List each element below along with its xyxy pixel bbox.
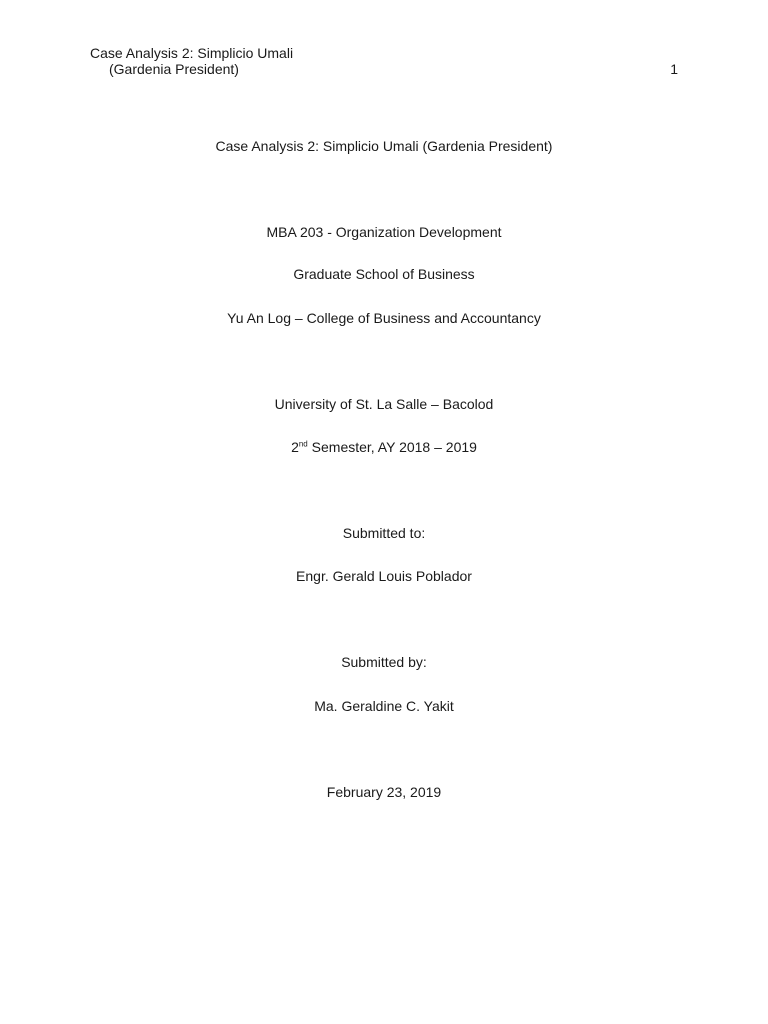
running-head <box>90 45 293 77</box>
semester-number: 2 <box>291 439 299 455</box>
course-name: MBA 203 - Organization Development <box>266 224 502 240</box>
submission-date: February 23, 2019 <box>326 784 442 800</box>
submitted-by-label: Submitted by: <box>341 654 427 670</box>
semester-line <box>0 438 768 456</box>
running-head-line2: (Gardenia President) <box>109 61 239 77</box>
semester-ordinal-suffix: nd <box>298 439 308 449</box>
semester-rest: Semester, AY 2018 – 2019 <box>307 439 477 455</box>
page-number: 1 <box>670 61 678 77</box>
submitted-to-name: Engr. Gerald Louis Poblador <box>296 568 472 584</box>
paper-title: Case Analysis 2: Simplicio Umali (Gardenia President) <box>215 138 553 154</box>
submitted-by-name: Ma. Geraldine C. Yakit <box>314 698 454 714</box>
university-name: University of St. La Salle – Bacolod <box>274 396 494 412</box>
submitted-to-label: Submitted to: <box>342 525 426 541</box>
college-name: Yu An Log – College of Business and Accountancy <box>227 310 541 326</box>
running-head-line1: Case Analysis 2: Simplicio Umali <box>90 45 294 61</box>
school-name: Graduate School of Business <box>293 266 475 282</box>
